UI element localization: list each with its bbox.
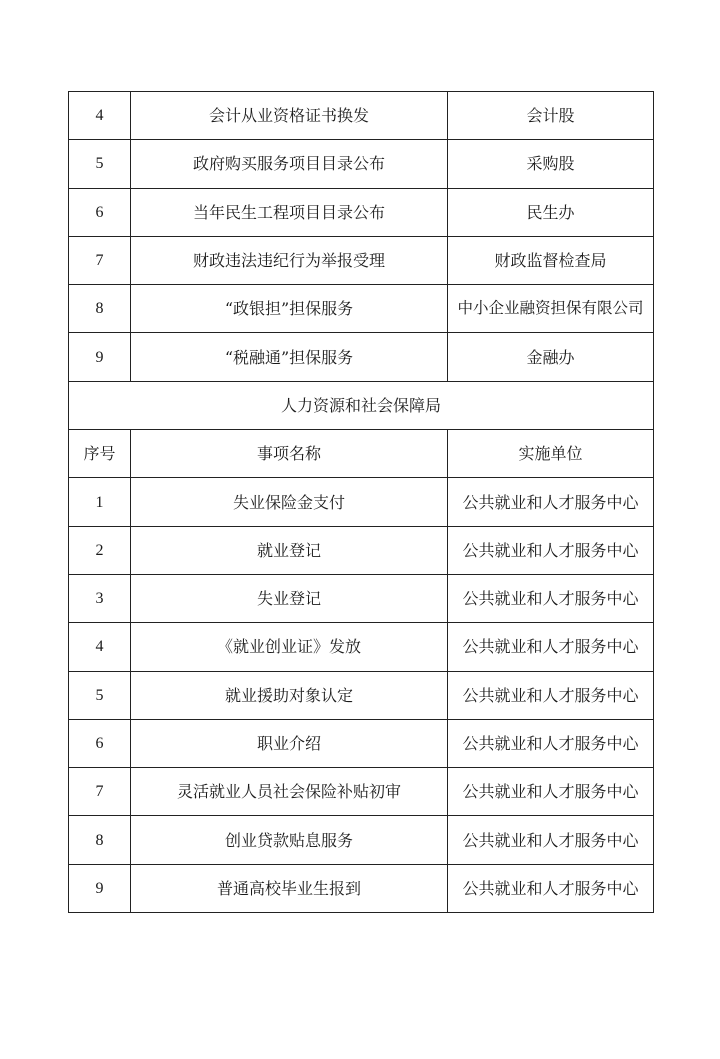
row-number: 2: [69, 526, 131, 574]
implementing-unit: 公共就业和人才服务中心: [448, 864, 654, 912]
row-number: 6: [69, 188, 131, 236]
item-name: 失业保险金支付: [131, 478, 448, 526]
table-row: [69, 526, 654, 574]
implementing-unit: 中小企业融资担保有限公司: [448, 285, 654, 333]
row-number: 8: [69, 285, 131, 333]
row-number: 5: [69, 140, 131, 188]
item-name: 就业援助对象认定: [131, 671, 448, 719]
item-name: 普通高校毕业生报到: [131, 864, 448, 912]
implementing-unit: 财政监督检查局: [448, 236, 654, 284]
header-row: [69, 430, 654, 478]
row-number: 8: [69, 816, 131, 864]
item-name: 当年民生工程项目目录公布: [131, 188, 448, 236]
item-name: 职业介绍: [131, 719, 448, 767]
item-name: 财政违法违纪行为举报受理: [131, 236, 448, 284]
item-name: “税融通”担保服务: [131, 333, 448, 381]
row-number: 9: [69, 864, 131, 912]
row-number: 4: [69, 92, 131, 140]
row-number: 7: [69, 768, 131, 816]
implementing-unit: 民生办: [448, 188, 654, 236]
implementing-unit: 公共就业和人才服务中心: [448, 526, 654, 574]
table-row: [69, 864, 654, 912]
item-name: 失业登记: [131, 574, 448, 622]
row-number: 1: [69, 478, 131, 526]
table-row: [69, 333, 654, 381]
row-number: 9: [69, 333, 131, 381]
table-row: [69, 719, 654, 767]
item-name: 灵活就业人员社会保险补贴初审: [131, 768, 448, 816]
table-row: [69, 768, 654, 816]
implementing-unit: 公共就业和人才服务中心: [448, 623, 654, 671]
table-row: [69, 140, 654, 188]
implementing-unit: 公共就业和人才服务中心: [448, 768, 654, 816]
implementing-unit: 会计股: [448, 92, 654, 140]
header-implementing-unit: 实施单位: [448, 430, 654, 478]
implementing-unit: 公共就业和人才服务中心: [448, 719, 654, 767]
row-number: 6: [69, 719, 131, 767]
item-name: 就业登记: [131, 526, 448, 574]
row-number: 4: [69, 623, 131, 671]
item-name: 政府购买服务项目目录公布: [131, 140, 448, 188]
implementing-unit: 公共就业和人才服务中心: [448, 478, 654, 526]
item-name: 创业贷款贴息服务: [131, 816, 448, 864]
table-row: [69, 188, 654, 236]
table-row: [69, 236, 654, 284]
row-number: 5: [69, 671, 131, 719]
implementing-unit: 采购股: [448, 140, 654, 188]
header-number: 序号: [69, 430, 131, 478]
item-name: 会计从业资格证书换发: [131, 92, 448, 140]
implementing-unit: 公共就业和人才服务中心: [448, 574, 654, 622]
header-item-name: 事项名称: [131, 430, 448, 478]
section-title: 人力资源和社会保障局: [69, 381, 654, 429]
table-row: [69, 671, 654, 719]
table-row: [69, 574, 654, 622]
implementing-unit: 公共就业和人才服务中心: [448, 816, 654, 864]
implementing-unit: 公共就业和人才服务中心: [448, 671, 654, 719]
table-row: [69, 623, 654, 671]
services-table: [68, 91, 654, 913]
section-title-row: [69, 381, 654, 429]
item-name: 《就业创业证》发放: [131, 623, 448, 671]
implementing-unit: 金融办: [448, 333, 654, 381]
row-number: 7: [69, 236, 131, 284]
item-name: “政银担”担保服务: [131, 285, 448, 333]
table-row: [69, 92, 654, 140]
row-number: 3: [69, 574, 131, 622]
table-row: [69, 478, 654, 526]
table-row: [69, 816, 654, 864]
table-row: [69, 285, 654, 333]
